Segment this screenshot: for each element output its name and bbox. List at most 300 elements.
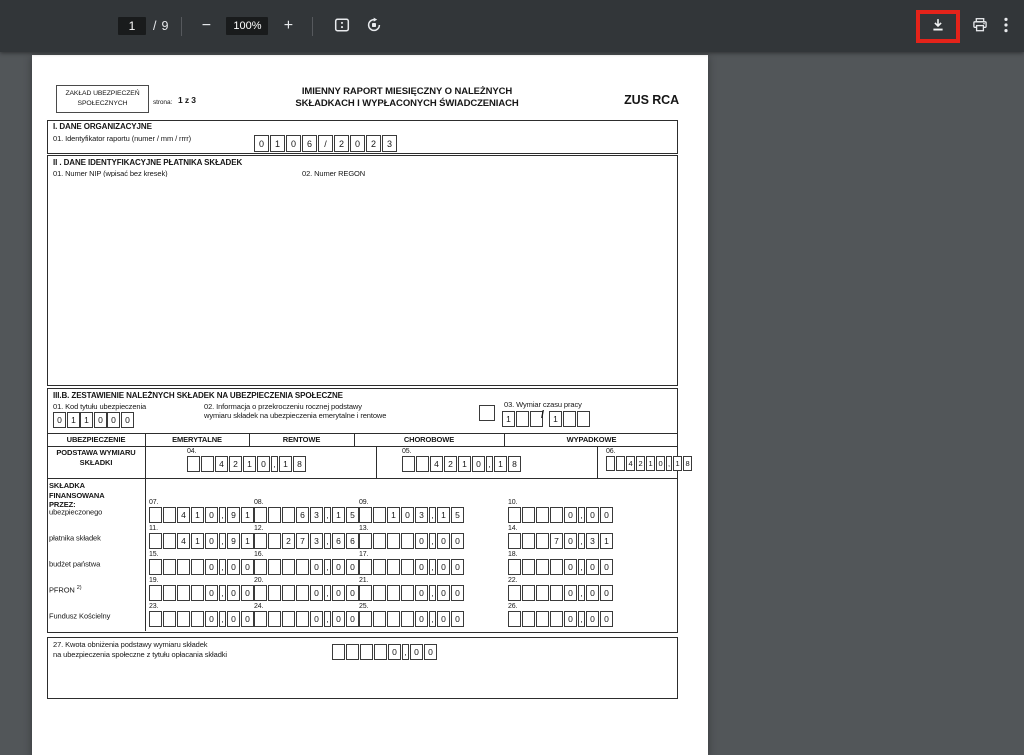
digit-cell: 0 xyxy=(415,533,428,549)
digit-cell: 8 xyxy=(683,456,692,471)
digit-cell: 0 xyxy=(564,559,577,575)
digit-cell: 0 xyxy=(656,456,665,471)
digit-cell: 9 xyxy=(227,507,240,523)
field-08 xyxy=(254,499,360,523)
field-19 xyxy=(149,577,255,601)
digit-cell: 0 xyxy=(600,611,613,627)
digit-cell xyxy=(149,611,162,627)
digit-cell: 0 xyxy=(350,135,365,152)
fit-to-page-button[interactable] xyxy=(334,17,350,36)
comma-cell: , xyxy=(324,507,331,523)
digit-cell: 1 xyxy=(494,456,507,472)
digit-cell xyxy=(387,611,400,627)
digit-cell: 0 xyxy=(600,507,613,523)
digit-cell xyxy=(149,585,162,601)
field-11 xyxy=(149,525,255,549)
podstawa-divider-2 xyxy=(597,446,598,478)
digit-cell xyxy=(282,585,295,601)
digit-cell: 0 xyxy=(257,456,270,472)
digit-cell: 0 xyxy=(388,644,401,660)
field-number-label: 09. xyxy=(359,499,369,506)
field-05 xyxy=(402,448,522,472)
zoom-level-input[interactable]: 100% xyxy=(226,17,268,35)
digit-cell xyxy=(163,585,176,601)
digit-cell: 0 xyxy=(437,611,450,627)
field-22 xyxy=(508,577,614,601)
digit-cell: 0 xyxy=(415,611,428,627)
strona-value: 1 z 3 xyxy=(178,95,196,105)
digit-cell: 0 xyxy=(310,585,323,601)
digit-cell: 6 xyxy=(346,533,359,549)
digit-cell: 0 xyxy=(564,611,577,627)
org-name-line1: ZAKŁAD UBEZPIECZEŃ xyxy=(65,90,140,97)
digit-cell: 4 xyxy=(626,456,635,471)
amount-cells xyxy=(254,611,360,627)
digit-cell: 0 xyxy=(564,533,577,549)
digit-cell xyxy=(360,644,373,660)
form-code: ZUS RCA xyxy=(624,93,679,107)
digit-cell xyxy=(163,611,176,627)
field-24 xyxy=(254,603,360,627)
wymiar-left-cells xyxy=(502,411,544,427)
comma-cell: , xyxy=(271,456,278,472)
three-dot-menu-icon xyxy=(1004,17,1008,36)
amount-cells xyxy=(508,559,614,575)
field-27-label-line2: na ubezpieczenia społeczne z tytułu opłacania składki xyxy=(53,650,227,659)
digit-cell xyxy=(359,559,372,575)
digit-cell xyxy=(522,533,535,549)
amount-cells xyxy=(359,611,465,627)
digit-cell xyxy=(268,559,281,575)
field-number-label: 24. xyxy=(254,603,264,610)
field-number-label: 16. xyxy=(254,551,264,558)
digit-cell xyxy=(177,611,190,627)
comma-cell: , xyxy=(429,559,436,575)
digit-cell: 0 xyxy=(227,559,240,575)
section-1-heading: I. DANE ORGANIZACYJNE xyxy=(53,122,152,131)
page-total: 9 xyxy=(161,19,169,33)
field-number-label: 08. xyxy=(254,499,264,506)
comma-cell: , xyxy=(219,585,226,601)
digit-cell: 0 xyxy=(451,611,464,627)
table-top-border xyxy=(47,433,678,434)
amount-cells xyxy=(149,533,255,549)
comma-cell: , xyxy=(324,559,331,575)
digit-cell xyxy=(254,533,267,549)
amount-cells xyxy=(402,456,522,472)
download-button[interactable] xyxy=(930,17,946,36)
digit-cell: 0 xyxy=(564,585,577,601)
minus-icon: − xyxy=(201,17,212,34)
section-3b-heading: III.B. ZESTAWIENIE NALEŻNYCH SKŁADEK NA UBEZPIECZENIA SPOŁECZNE xyxy=(53,391,343,400)
digit-cell xyxy=(536,585,549,601)
digit-cell: 3 xyxy=(310,507,323,523)
digit-cell xyxy=(387,585,400,601)
field-12 xyxy=(254,525,360,549)
field-number-label: 26. xyxy=(508,603,518,610)
digit-cell: 0 xyxy=(346,585,359,601)
comma-cell: , xyxy=(429,585,436,601)
digit-cell: 1 xyxy=(458,456,471,472)
digit-cell: 2 xyxy=(636,456,645,471)
digit-cell xyxy=(373,585,386,601)
digit-cell xyxy=(296,585,309,601)
digit-cell: 0 xyxy=(586,585,599,601)
printer-icon xyxy=(972,17,988,36)
comma-cell: , xyxy=(429,533,436,549)
digit-cell: 0 xyxy=(121,412,134,428)
digit-cell: 7 xyxy=(296,533,309,549)
digit-cell xyxy=(254,559,267,575)
digit-cell xyxy=(606,456,615,471)
digit-cell xyxy=(149,507,162,523)
digit-cell xyxy=(522,611,535,627)
form-title xyxy=(257,86,557,110)
digit-cell xyxy=(508,559,521,575)
digit-cell: 0 xyxy=(564,507,577,523)
digit-cell xyxy=(536,559,549,575)
przekroczenie-label-line1: 02. Informacja o przekroczeniu rocznej podstawy xyxy=(204,402,362,411)
rotate-counterclockwise-icon xyxy=(366,17,382,36)
comma-cell: , xyxy=(578,507,585,523)
digit-cell: 0 xyxy=(415,559,428,575)
digit-cell: 2 xyxy=(229,456,242,472)
comma-cell: , xyxy=(578,533,585,549)
digit-cell: 1 xyxy=(332,507,345,523)
col-header-rentowe: RENTOWE xyxy=(282,435,321,444)
amount-cells xyxy=(508,585,614,601)
field-number-label: 05. xyxy=(402,448,412,455)
nip-label: 01. Numer NIP (wpisać bez kresek) xyxy=(53,169,168,177)
field-21 xyxy=(359,577,465,601)
digit-cell: 1 xyxy=(80,412,93,428)
wymiar-right-cells xyxy=(549,411,591,427)
digit-cell: 4 xyxy=(430,456,443,472)
comma-cell: , xyxy=(219,507,226,523)
digit-cell: 0 xyxy=(451,585,464,601)
field-number-label: 21. xyxy=(359,577,369,584)
digit-cell xyxy=(516,411,529,427)
pdf-page xyxy=(32,55,708,755)
digit-cell: 1 xyxy=(549,411,562,427)
comma-cell: , xyxy=(429,611,436,627)
section-2-heading: II . DANE IDENTYFIKACYJNE PŁATNIKA SKŁADEK xyxy=(53,158,243,167)
field-16 xyxy=(254,551,360,575)
digit-cell xyxy=(359,507,372,523)
digit-cell xyxy=(536,507,549,523)
report-number-cells xyxy=(254,135,286,152)
digit-cell: 8 xyxy=(293,456,306,472)
digit-cell xyxy=(163,533,176,549)
field-04 xyxy=(187,448,307,472)
field-09 xyxy=(359,499,465,523)
amount-cells xyxy=(149,559,255,575)
digit-cell: 5 xyxy=(346,507,359,523)
print-button[interactable] xyxy=(972,17,988,36)
digit-cell: 0 xyxy=(286,135,301,152)
digit-cell xyxy=(268,585,281,601)
digit-cell xyxy=(163,507,176,523)
pdf-toolbar xyxy=(0,0,1024,52)
amount-cells xyxy=(359,507,465,523)
digit-cell xyxy=(387,559,400,575)
page-divider: / xyxy=(153,19,157,33)
digit-cell xyxy=(282,507,295,523)
digit-cell: 1 xyxy=(243,456,256,472)
org-name-line2: SPOŁECZNYCH xyxy=(77,100,128,108)
digit-cell xyxy=(550,585,563,601)
strona-label: strona: xyxy=(153,99,173,106)
digit-cell xyxy=(346,644,359,660)
digit-cell: 0 xyxy=(254,135,269,152)
digit-cell: 0 xyxy=(586,611,599,627)
digit-cell: 1 xyxy=(279,456,292,472)
comma-cell: , xyxy=(666,456,672,471)
digit-cell: 1 xyxy=(437,507,450,523)
digit-cell xyxy=(374,644,387,660)
digit-cell: 3 xyxy=(586,533,599,549)
digit-cell: 0 xyxy=(332,585,345,601)
digit-cell: / xyxy=(318,135,333,152)
field-10 xyxy=(508,499,614,523)
page-number-input[interactable]: 1 xyxy=(118,17,146,35)
section-2-box xyxy=(47,155,678,386)
digit-cell xyxy=(550,611,563,627)
digit-cell xyxy=(149,559,162,575)
field-number-label: 14. xyxy=(508,525,518,532)
zoom-in-button[interactable] xyxy=(277,12,299,40)
digit-cell: 0 xyxy=(205,585,218,601)
more-options-button[interactable] xyxy=(1004,17,1008,36)
digit-cell: 6 xyxy=(296,507,309,523)
digit-cell xyxy=(332,644,345,660)
toolbar-divider xyxy=(312,17,313,36)
skladka-finansowana-label: SKŁADKA FINANSOWANA PRZEZ: xyxy=(49,481,105,509)
field-27-label-line1: 27. Kwota obniżenia podstawy wymiaru składek xyxy=(53,640,208,649)
comma-cell: , xyxy=(402,644,409,660)
digit-cell xyxy=(373,611,386,627)
digit-cell xyxy=(508,585,521,601)
digit-cell xyxy=(536,533,549,549)
podstawa-row-border xyxy=(47,478,678,479)
field-26 xyxy=(508,603,614,627)
row-label-platnika: płatnika składek xyxy=(49,533,101,543)
field-number-label: 18. xyxy=(508,551,518,558)
digit-cell xyxy=(373,559,386,575)
przekroczenie-label-line2: wymiaru składek na ubezpieczenia emerytalne i rentowe xyxy=(204,411,387,420)
digit-cell xyxy=(268,611,281,627)
digit-cell: 2 xyxy=(444,456,457,472)
digit-cell: 2 xyxy=(282,533,295,549)
field-number-label: 10. xyxy=(508,499,518,506)
digit-cell: 0 xyxy=(332,559,345,575)
col-header-ubezpieczenie: UBEZPIECZENIE xyxy=(66,435,126,444)
regon-label: 02. Numer REGON xyxy=(302,169,366,177)
digit-cell: 0 xyxy=(94,412,107,428)
digit-cell: 0 xyxy=(451,533,464,549)
digit-cell xyxy=(254,611,267,627)
digit-cell xyxy=(254,507,267,523)
digit-cell xyxy=(177,585,190,601)
amount-cells xyxy=(359,533,465,549)
digit-cell: 5 xyxy=(451,507,464,523)
digit-cell xyxy=(359,611,372,627)
field-number-label: 17. xyxy=(359,551,369,558)
row-label-fundusz: Fundusz Kościelny xyxy=(49,611,111,621)
digit-cell xyxy=(522,507,535,523)
field-27-cells xyxy=(332,644,438,660)
row-label-pfron: PFRON $^{2)}$ xyxy=(49,585,82,595)
comma-cell: , xyxy=(324,611,331,627)
digit-cell: 2 xyxy=(334,135,349,152)
digit-cell: 1 xyxy=(67,412,80,428)
toolbar-divider xyxy=(181,17,182,36)
digit-cell xyxy=(191,585,204,601)
digit-cell: 1 xyxy=(191,533,204,549)
digit-cell xyxy=(254,585,267,601)
digit-cell: 3 xyxy=(310,533,323,549)
digit-cell: 1 xyxy=(387,507,400,523)
digit-cell xyxy=(282,559,295,575)
digit-cell: 9 xyxy=(227,533,240,549)
digit-cell xyxy=(401,611,414,627)
amount-cells xyxy=(359,559,465,575)
amount-cells xyxy=(508,611,614,627)
podstawa-divider-1 xyxy=(376,446,377,478)
row-label-budzet: budżet państwa xyxy=(49,559,101,569)
comma-cell: , xyxy=(219,533,226,549)
digit-cell: 0 xyxy=(205,559,218,575)
przekroczenie-checkbox xyxy=(479,405,495,421)
digit-cell: 0 xyxy=(227,585,240,601)
digit-cell: 1 xyxy=(241,507,254,523)
amount-cells xyxy=(254,533,360,549)
digit-cell: 1 xyxy=(600,533,613,549)
digit-cell: 0 xyxy=(600,559,613,575)
digit-cell xyxy=(187,456,200,472)
zoom-out-button[interactable] xyxy=(195,12,217,40)
digit-cell: 3 xyxy=(415,507,428,523)
download-icon xyxy=(930,17,946,36)
digit-cell: 6 xyxy=(332,533,345,549)
digit-cell: 1 xyxy=(502,411,515,427)
digit-cell: 0 xyxy=(310,611,323,627)
digit-cell: 0 xyxy=(107,412,120,428)
digit-cell xyxy=(401,533,414,549)
digit-cell xyxy=(401,585,414,601)
digit-cell xyxy=(373,533,386,549)
comma-cell: , xyxy=(429,507,436,523)
comma-cell: , xyxy=(578,611,585,627)
amount-cells xyxy=(149,611,255,627)
field-20 xyxy=(254,577,360,601)
form-title-line1: IMIENNY RAPORT MIESIĘCZNY O NALEŻNYCH xyxy=(301,86,513,97)
field-07 xyxy=(149,499,255,523)
digit-cell xyxy=(536,611,549,627)
digit-cell xyxy=(522,559,535,575)
digit-cell xyxy=(201,456,214,472)
digit-cell: 0 xyxy=(424,644,437,660)
field-18 xyxy=(508,551,614,575)
digit-cell xyxy=(550,507,563,523)
wymiar-slash: / xyxy=(541,409,544,421)
digit-cell: 0 xyxy=(586,507,599,523)
kod-tytulu-group3 xyxy=(107,412,135,428)
digit-cell xyxy=(402,456,415,472)
digit-cell: 1 xyxy=(673,456,682,471)
digit-cell: 0 xyxy=(437,533,450,549)
field-number-label: 11. xyxy=(149,525,158,532)
digit-cell: 0 xyxy=(205,507,218,523)
report-period-cells xyxy=(286,135,398,152)
digit-cell xyxy=(282,611,295,627)
wymiar-czasu-label: 03. Wymiar czasu pracy xyxy=(504,400,582,409)
digit-cell: 0 xyxy=(227,611,240,627)
comma-cell: , xyxy=(486,456,493,472)
amount-cells xyxy=(508,533,614,549)
digit-cell: 0 xyxy=(241,611,254,627)
form-title-line2: SKŁADKACH I WYPŁACONYCH ŚWIADCZENIACH xyxy=(295,98,519,109)
digit-cell xyxy=(416,456,429,472)
toolbar-center-controls xyxy=(118,0,390,52)
digit-cell: 7 xyxy=(550,533,563,549)
col-header-wypadkowe: WYPADKOWE xyxy=(566,435,617,444)
field-23 xyxy=(149,603,255,627)
digit-cell xyxy=(387,533,400,549)
digit-cell xyxy=(177,559,190,575)
field-number-label: 12. xyxy=(254,525,264,532)
digit-cell: 2 xyxy=(366,135,381,152)
digit-cell: 0 xyxy=(437,585,450,601)
digit-cell xyxy=(359,585,372,601)
digit-cell: 0 xyxy=(451,559,464,575)
digit-cell: 0 xyxy=(472,456,485,472)
amount-cells xyxy=(254,559,360,575)
annotation-highlight-box xyxy=(916,10,960,43)
digit-cell xyxy=(191,611,204,627)
field-number-label: 15. xyxy=(149,551,159,558)
digit-cell: 0 xyxy=(586,559,599,575)
comma-cell: , xyxy=(324,533,331,549)
comma-cell: , xyxy=(219,559,226,575)
field-number-label: 06. xyxy=(606,448,616,455)
digit-cell xyxy=(577,411,590,427)
digit-cell: 0 xyxy=(346,559,359,575)
plus-icon: + xyxy=(283,17,294,34)
digit-cell: 0 xyxy=(401,507,414,523)
digit-cell xyxy=(616,456,625,471)
field-14 xyxy=(508,525,614,549)
amount-cells xyxy=(254,507,360,523)
digit-cell: 8 xyxy=(508,456,521,472)
field-number-label: 19. xyxy=(149,577,159,584)
field-number-label: 13. xyxy=(359,525,369,532)
kod-tytulu-group2 xyxy=(80,412,108,428)
field-15 xyxy=(149,551,255,575)
digit-cell: 6 xyxy=(302,135,317,152)
digit-cell xyxy=(268,533,281,549)
digit-cell: 4 xyxy=(177,533,190,549)
digit-cell xyxy=(191,559,204,575)
field-17 xyxy=(359,551,465,575)
rotate-button[interactable] xyxy=(366,17,382,36)
digit-cell: 0 xyxy=(241,559,254,575)
digit-cell: 3 xyxy=(382,135,397,152)
field-25 xyxy=(359,603,465,627)
zus-org-box xyxy=(56,85,149,113)
digit-cell: 1 xyxy=(270,135,285,152)
row-label-ubezpieczonego: ubezpieczonego xyxy=(49,507,103,517)
